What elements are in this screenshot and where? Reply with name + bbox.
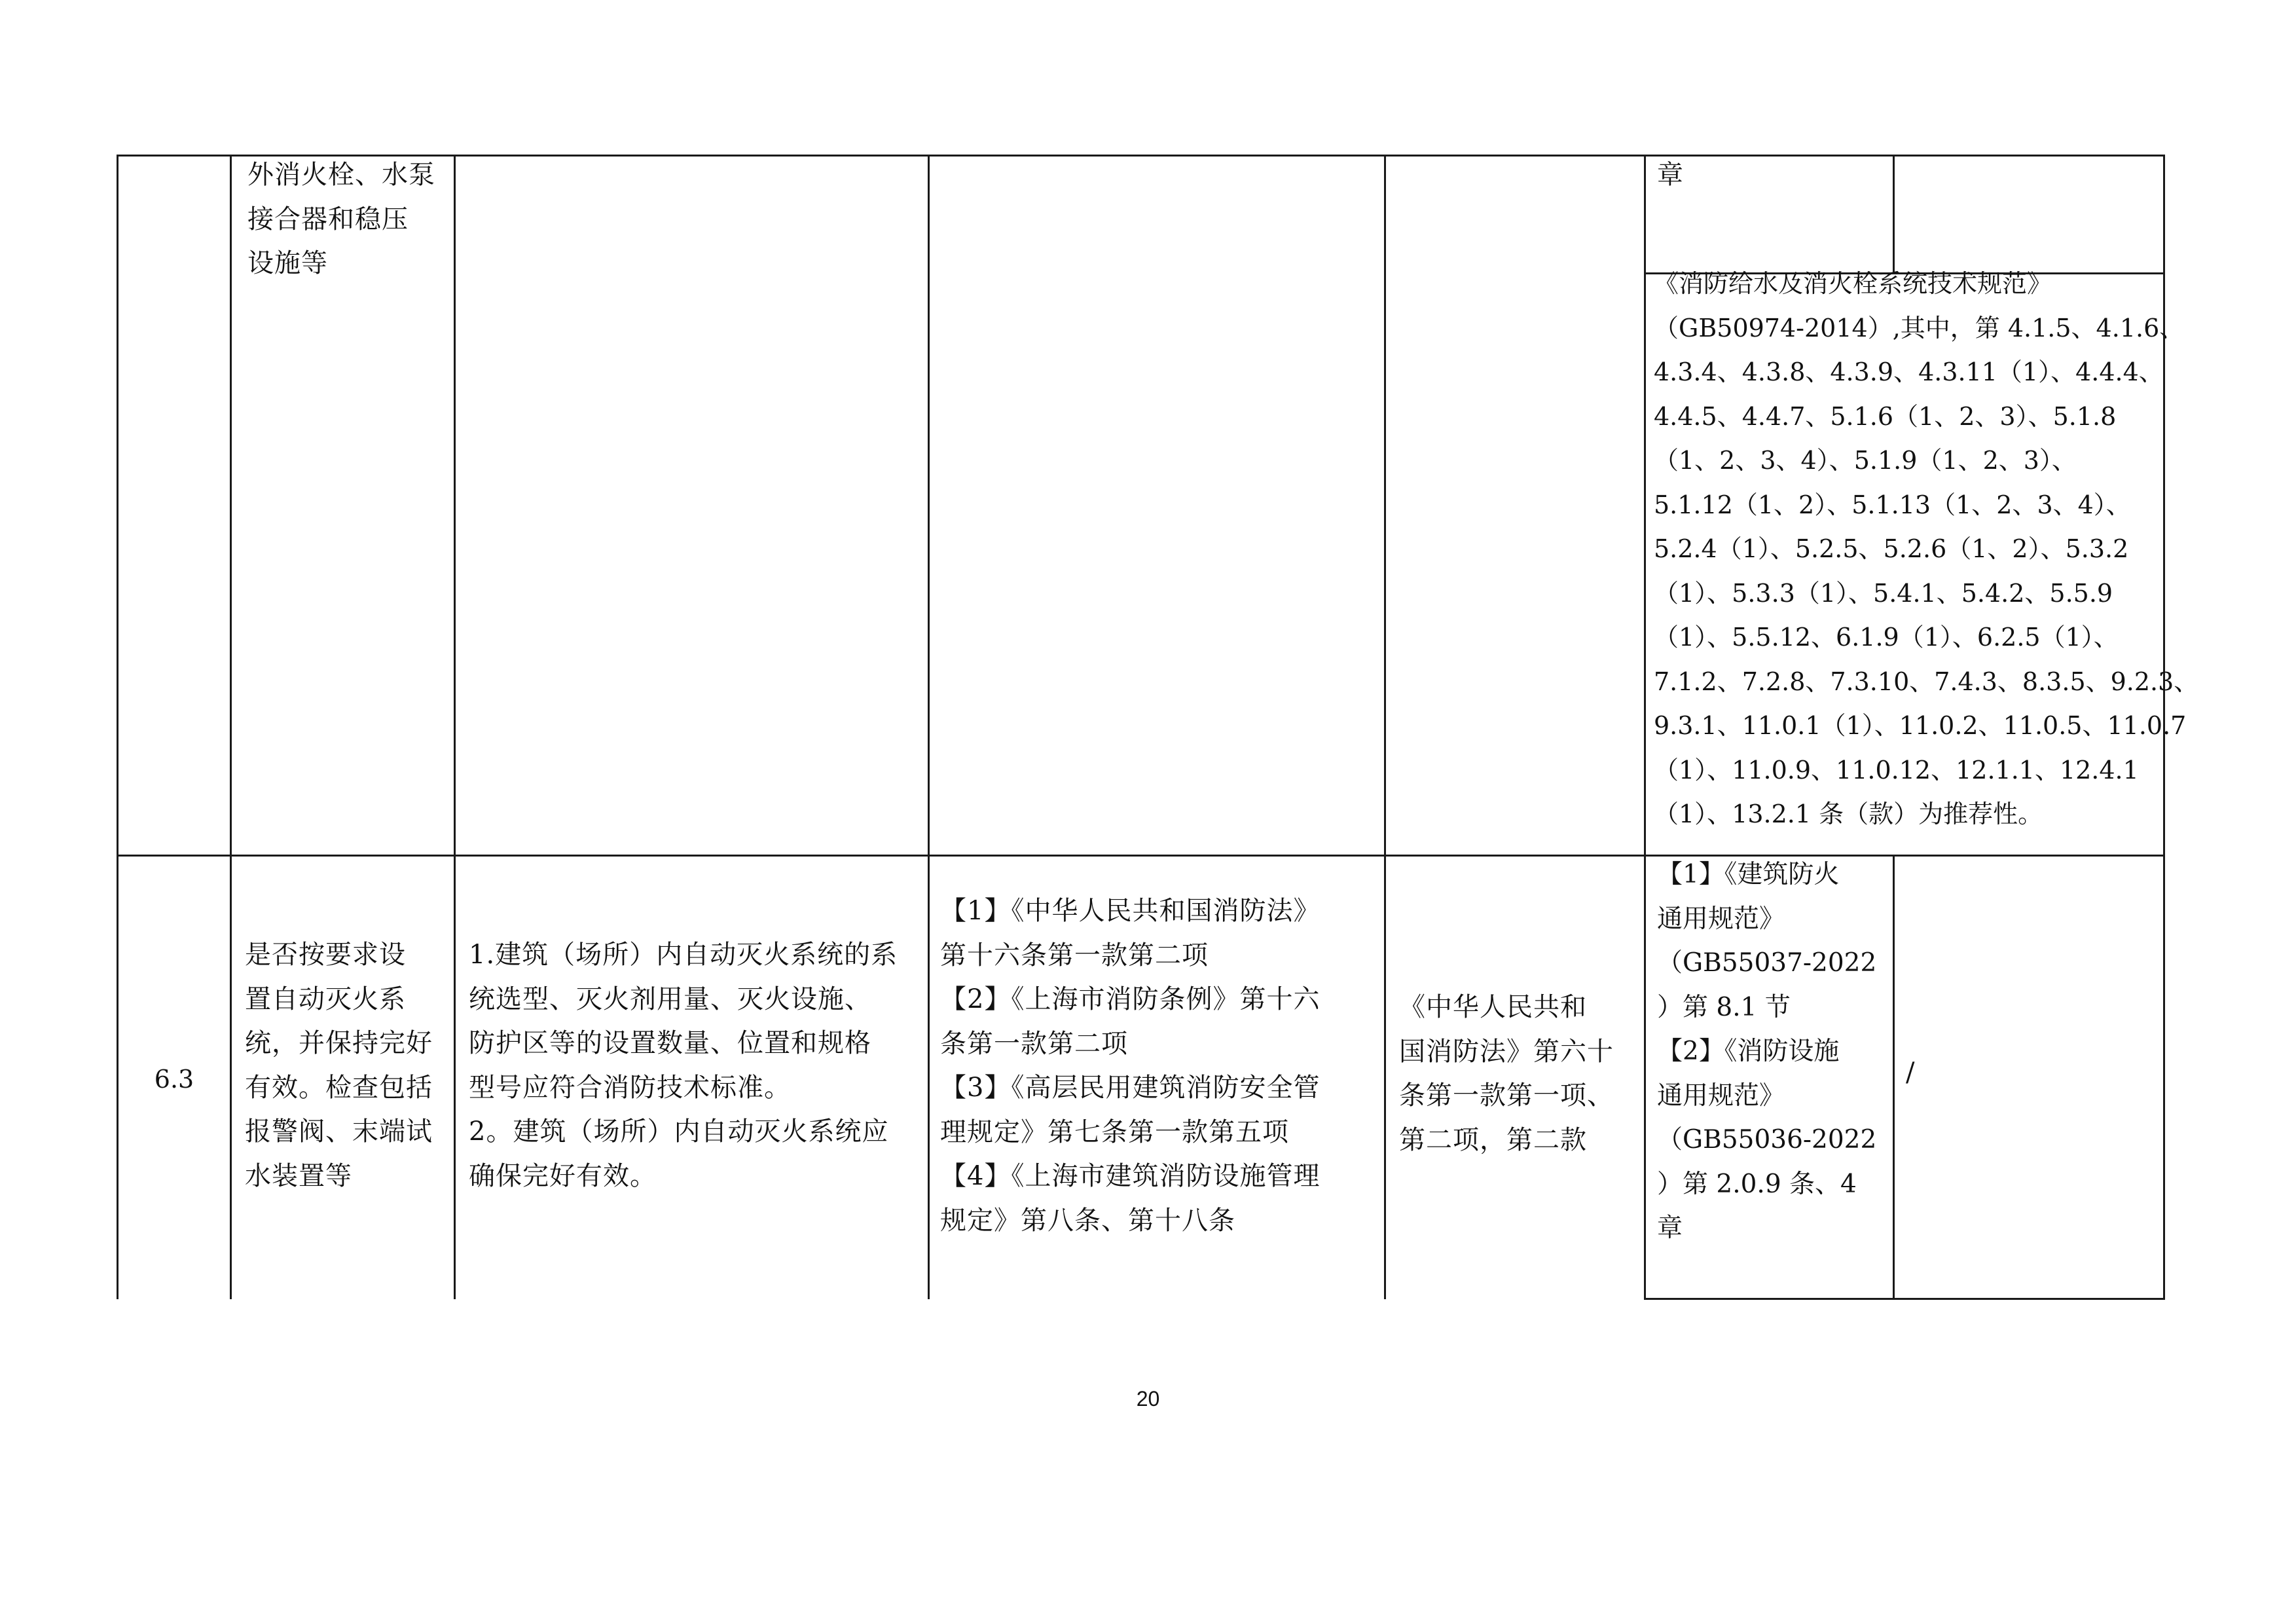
text-line: 统，并保持完好 xyxy=(245,1028,433,1058)
col-border-4 xyxy=(1384,155,1386,1299)
col-border-5 xyxy=(1644,155,1646,1299)
text-line: 《中华人民共和 xyxy=(1399,992,1587,1022)
text-line: （1）、11.0.9、11.0.12、12.1.1、12.4.1 xyxy=(1654,755,2139,784)
text-line: 通用规范》 xyxy=(1657,904,1785,934)
page-number: 20 xyxy=(1136,1387,1160,1411)
text-line: 接合器和稳压 xyxy=(247,204,409,234)
text-line: 设施等 xyxy=(247,248,328,278)
text-line: ）第 2.0.9 条、4 xyxy=(1657,1169,1857,1199)
col-border-6-top xyxy=(1893,155,1895,274)
text-line: 2。建筑（场所）内自动灭火系统应 xyxy=(469,1116,889,1147)
text-line: 规定》第八条、第十八条 xyxy=(940,1205,1235,1236)
text-line: 国消防法》第六十 xyxy=(1399,1036,1614,1067)
text-line: 统选型、灭火剂用量、灭火设施、 xyxy=(469,984,871,1014)
col-border-1 xyxy=(230,155,232,1299)
text-line: 有效。检查包括 xyxy=(245,1072,433,1103)
text-line: 【2】《消防设施 xyxy=(1657,1037,1840,1066)
text-line: 4.4.5、4.4.7、5.1.6（1、2、3）、5.1.8 xyxy=(1654,401,2117,431)
row-6-3-item-cell xyxy=(245,933,452,1198)
row-6-3-standard-cell xyxy=(1657,853,1890,1251)
row-6-3-legal-basis-cell xyxy=(940,889,1383,1243)
continued-item-cell xyxy=(247,153,450,286)
text-line: 4.3.4、4.3.8、4.3.9、4.3.11（1）、4.4.4、 xyxy=(1654,358,2164,386)
text-line: （1）、5.5.12、6.1.9（1）、6.2.5（1）、 xyxy=(1654,623,2119,652)
std-col-bottom-border xyxy=(1644,1298,2165,1300)
text-line: 【2】《上海市消防条例》第十六 xyxy=(940,984,1321,1014)
col-border-0 xyxy=(117,155,118,1299)
col-border-2 xyxy=(454,155,456,1299)
text-line: 9.3.1、11.0.1（1）、11.0.2、11.0.5、11.0.7 xyxy=(1654,711,2187,740)
row-6-3-note-cell: / xyxy=(1906,1058,1916,1088)
text-line: 防护区等的设置数量、位置和规格 xyxy=(469,1028,871,1058)
continued-standard-bottom-cell xyxy=(1654,262,2199,837)
text-line: （1、2、3、4）、5.1.9（1、2、3）、 xyxy=(1654,446,2077,475)
text-line: （GB55036-2022 xyxy=(1657,1125,1877,1154)
row-6-3-requirement-cell xyxy=(469,933,927,1198)
text-line: 是否按要求设 xyxy=(245,940,406,970)
text-line: 条第一款第一项、 xyxy=(1399,1080,1614,1111)
text-line: 理规定》第七条第一款第五项 xyxy=(940,1116,1289,1147)
text-line: （1）、5.3.3（1）、5.4.1、5.4.2、5.5.9 xyxy=(1654,578,2113,608)
text-line: （1）、13.2.1 条（款）为推荐性。 xyxy=(1654,800,2043,828)
text-line: 《消防给水及消火栓系统技术规范》 xyxy=(1654,269,2052,298)
row-6-3-penalty-cell xyxy=(1399,986,1643,1162)
text-line: 第二项，第二款 xyxy=(1399,1124,1587,1155)
text-line: 置自动灭火系 xyxy=(245,984,406,1014)
row-6-3-number: 6.3 xyxy=(154,1065,194,1094)
text-line: （GB50974-2014）,其中，第 4.1.5、4.1.6、 xyxy=(1654,313,2185,342)
text-line: 章 xyxy=(1657,160,1684,190)
text-line: 1.建筑（场所）内自动灭火系统的系 xyxy=(469,940,898,970)
text-line: 【1】《建筑防火 xyxy=(1657,860,1840,889)
text-line: 确保完好有效。 xyxy=(469,1160,657,1191)
text-line: （GB55037-2022 xyxy=(1657,948,1877,978)
continued-standard-top-cell xyxy=(1657,153,1886,198)
text-line: 5.1.12（1、2）、5.1.13（1、2、3、4）、 xyxy=(1654,490,2131,519)
col-border-6-bottom xyxy=(1893,855,1895,1299)
text-line: 水装置等 xyxy=(245,1160,352,1191)
text-line: 型号应符合消防技术标准。 xyxy=(469,1072,791,1103)
text-line: 7.1.2、7.2.8、7.3.10、7.4.3、8.3.5、9.2.3、 xyxy=(1654,667,2199,696)
text-line: 【3】《高层民用建筑消防安全管 xyxy=(940,1073,1321,1103)
text-line: 【4】《上海市建筑消防设施管理 xyxy=(940,1161,1321,1191)
text-line: 条第一款第二项 xyxy=(940,1028,1128,1059)
col-border-3 xyxy=(928,155,930,1299)
text-line: ）第 8.1 节 xyxy=(1657,992,1791,1022)
text-line: 报警阀、末端试 xyxy=(245,1116,433,1147)
text-line: 章 xyxy=(1657,1213,1683,1243)
text-line: 5.2.4（1）、5.2.5、5.2.6（1、2）、5.3.2 xyxy=(1654,534,2129,563)
text-line: 【1】《中华人民共和国消防法》 xyxy=(940,896,1321,926)
text-line: 第十六条第一款第二项 xyxy=(940,940,1209,970)
text-line: 通用规范》 xyxy=(1657,1080,1785,1111)
text-line: 外消火栓、水泵 xyxy=(247,160,435,190)
